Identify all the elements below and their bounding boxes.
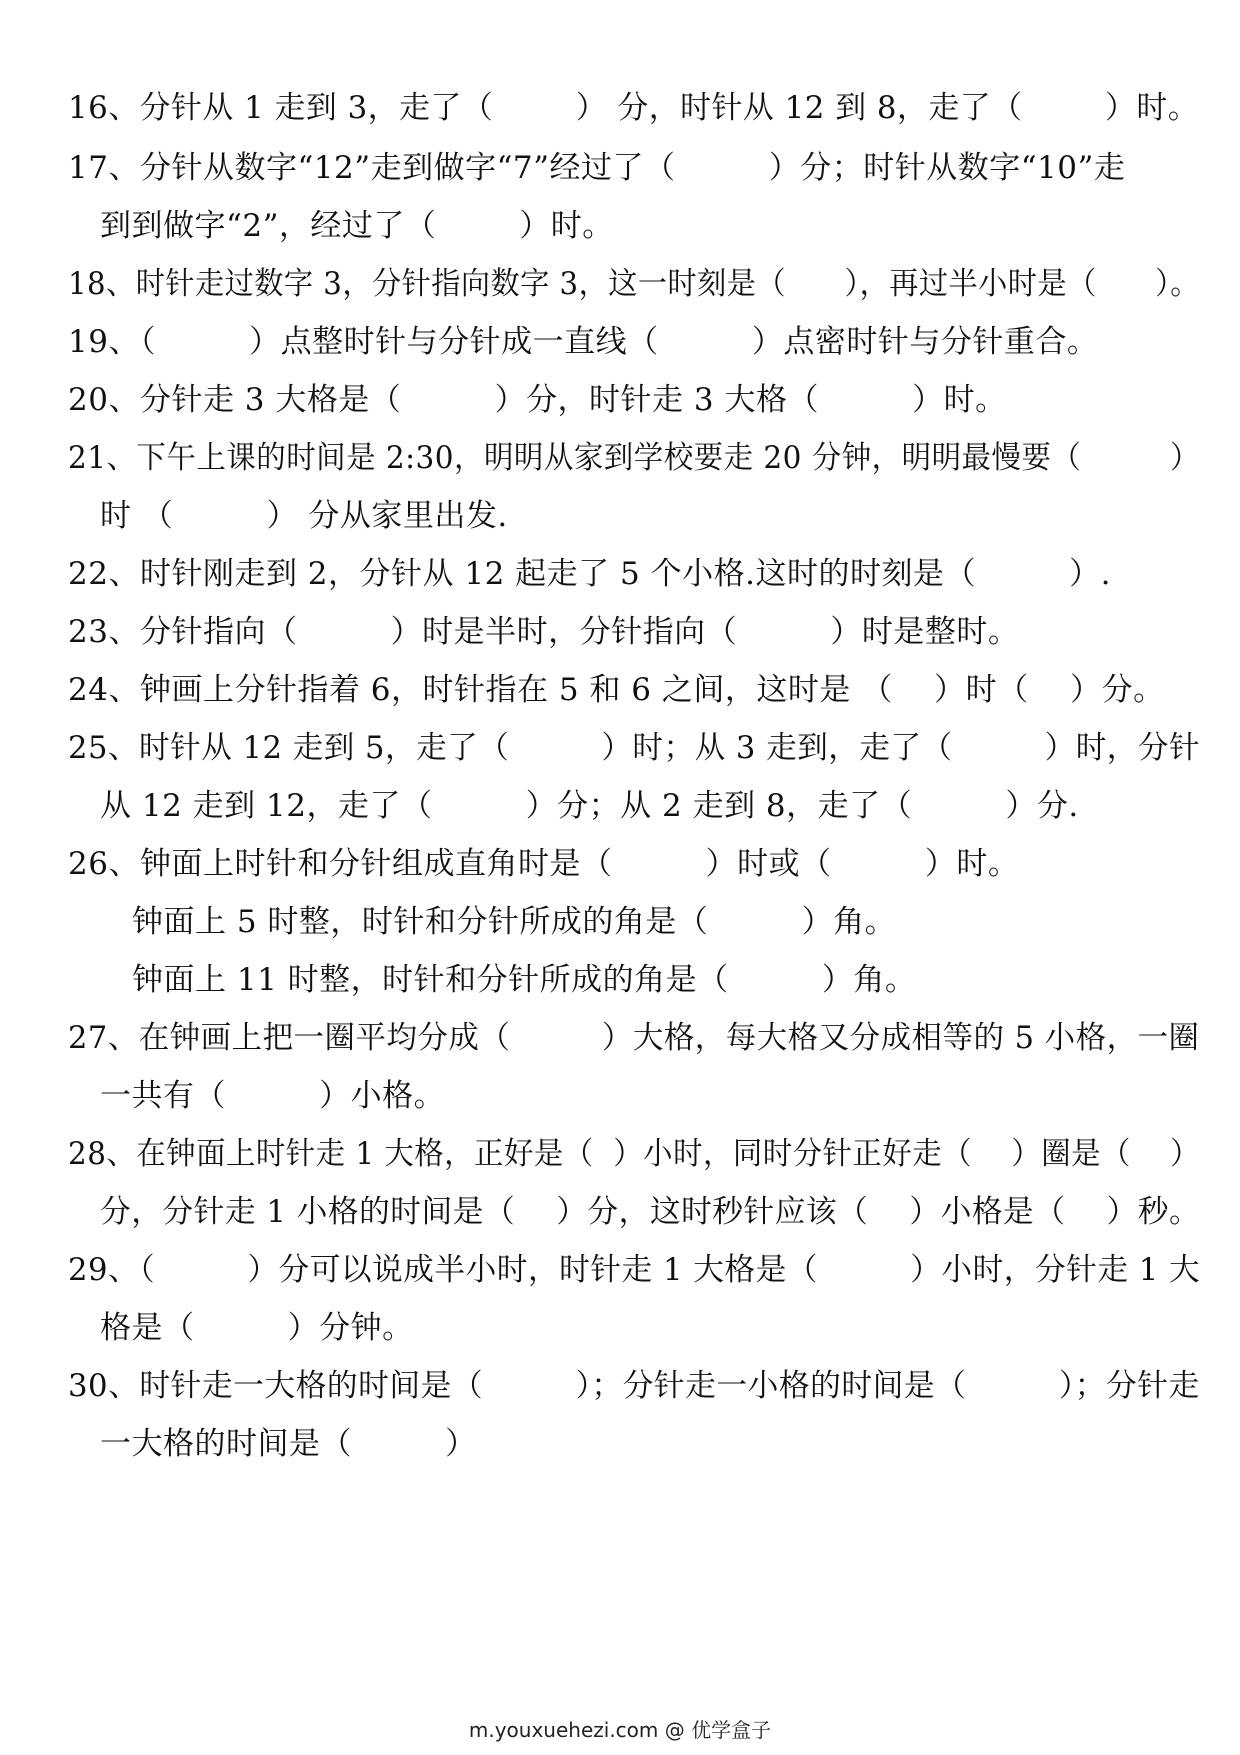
question-17-line-2: 到到做字“2”，经过了（ ）时。 bbox=[100, 208, 614, 244]
question-22-line-1: 22、时针刚走到 2，分针从 12 起走了 5 个小格.这时的时刻是（ ）. bbox=[68, 556, 1112, 592]
question-26-sub-1: 钟面上 5 时整，时针和分针所成的角是（ ）角。 bbox=[132, 904, 897, 940]
question-21-line-1: 21、下午上课的时间是 2:30，明明从家到学校要走 20 分钟，明明最慢要（ ） bbox=[68, 440, 1200, 476]
question-21-line-2: 时 （ ） 分从家里出发. bbox=[100, 498, 508, 534]
question-25-line-2: 从 12 走到 12，走了（ ）分；从 2 走到 8，走了（ ）分. bbox=[100, 788, 1079, 824]
question-24-line-1: 24、钟画上分针指着 6，时针指在 5 和 6 之间，这时是 （ ）时（ ）分。 bbox=[68, 672, 1165, 708]
question-23-line-1: 23、分针指向（ ）时是半时，分针指向（ ）时是整时。 bbox=[68, 614, 1020, 650]
footer-watermark: m.youxuehezi.com @ 优学盒子 bbox=[468, 1718, 772, 1742]
question-17-line-1: 17、分针从数字“12”走到做字“7”经过了（ ）分；时针从数字“10”走 bbox=[68, 150, 1126, 186]
question-29-line-1: 29、（ ）分可以说成半小时，时针走 1 大格是（ ）小时，分针走 1 大 bbox=[68, 1252, 1201, 1288]
question-16-line-1: 16、分针从 1 走到 3，走了（ ） 分，时针从 12 到 8，走了（ ）时。 bbox=[68, 90, 1200, 126]
question-30-line-1: 30、时针走一大格的时间是（ ）；分针走一小格的时间是（ ）；分针走 bbox=[68, 1368, 1200, 1404]
question-19-line-1: 19、（ ）点整时针与分针成一直线（ ）点密时针与分针重合。 bbox=[68, 324, 1099, 360]
question-26-sub-2: 钟面上 11 时整，时针和分针所成的角是（ ）角。 bbox=[132, 962, 917, 998]
question-28-line-2: 分，分针走 1 小格的时间是（ ）分，这时秒针应该（ ）小格是（ ）秒。 bbox=[100, 1194, 1201, 1230]
question-26-line-1: 26、钟面上时针和分针组成直角时是（ ）时或（ ）时。 bbox=[68, 846, 1020, 882]
question-28-line-1: 28、在钟面上时针走 1 大格，正好是（ ）小时，同时分针正好走（ ）圈是（ ） bbox=[68, 1136, 1201, 1172]
question-30-line-2: 一大格的时间是（ ） bbox=[100, 1426, 477, 1462]
question-27-line-1: 27、在钟画上把一圈平均分成（ ）大格，每大格又分成相等的 5 小格，一圈 bbox=[68, 1020, 1200, 1056]
question-29-line-2: 格是（ ）分钟。 bbox=[100, 1310, 414, 1346]
question-18-line-1: 18、时针走过数字 3，分针指向数字 3，这一时刻是（ ），再过半小时是（ ）。 bbox=[68, 266, 1200, 302]
question-27-line-2: 一共有（ ）小格。 bbox=[100, 1078, 446, 1114]
question-25-line-1: 25、时针从 12 走到 5，走了（ ）时；从 3 走到，走了（ ）时，分针 bbox=[68, 730, 1201, 766]
question-20-line-1: 20、分针走 3 大格是（ ）分，时针走 3 大格（ ）时。 bbox=[68, 382, 1007, 418]
